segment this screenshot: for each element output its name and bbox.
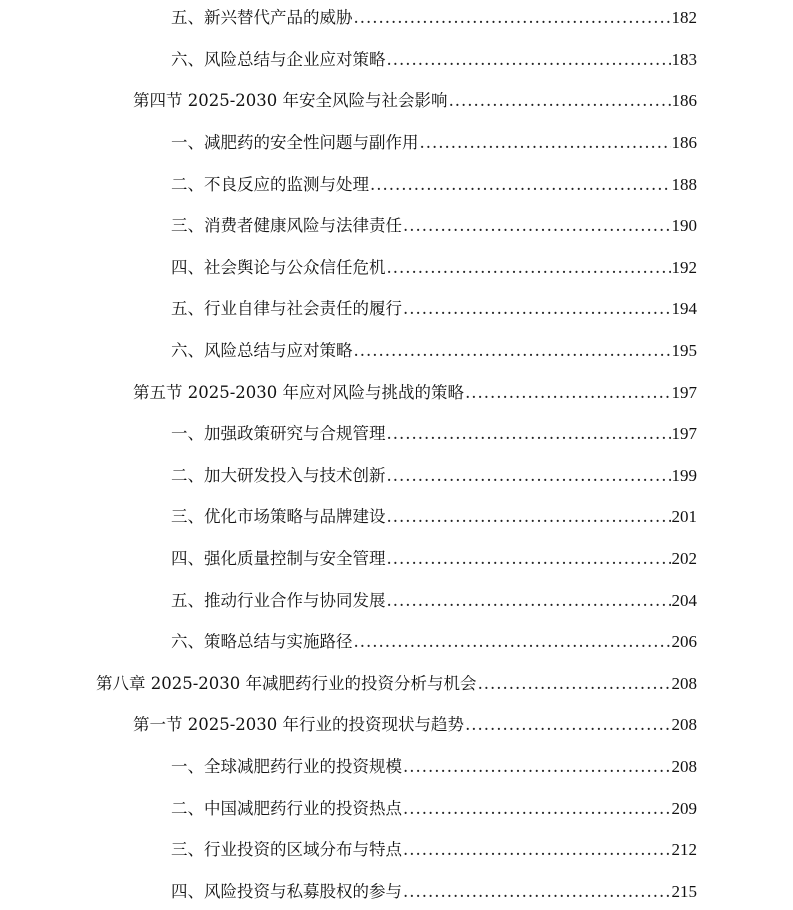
toc-entry-title: 二、加大研发投入与技术创新 <box>171 466 386 485</box>
toc-entry[interactable] <box>171 257 697 279</box>
toc-entry[interactable] <box>171 798 697 820</box>
toc-leader <box>354 7 671 29</box>
toc-entry[interactable] <box>171 756 697 778</box>
toc-entry-page: 192 <box>671 258 697 277</box>
toc-entry-title: 一、加强政策研究与合规管理 <box>171 424 386 443</box>
toc-entry-page: 194 <box>671 299 697 318</box>
toc-entry-title: 五、新兴替代产品的威胁 <box>171 8 353 27</box>
toc-entry-page: 197 <box>671 424 697 443</box>
toc-entry-page: 209 <box>671 799 697 818</box>
toc-entry-title: 六、风险总结与企业应对策略 <box>171 50 386 69</box>
toc-entry-title: 第四节 2025-2030 年安全风险与社会影响 <box>133 91 448 110</box>
toc-entry[interactable] <box>171 590 697 612</box>
toc-entry-page: 215 <box>671 882 697 901</box>
toc-leader <box>403 215 671 237</box>
toc-entry[interactable] <box>171 298 697 320</box>
toc-entry-title: 二、不良反应的监测与处理 <box>171 175 369 194</box>
toc-entry[interactable] <box>171 132 697 154</box>
toc-entry-title: 一、减肥药的安全性问题与副作用 <box>171 133 419 152</box>
toc-entry[interactable] <box>171 423 697 445</box>
toc-entry-page: 208 <box>671 715 697 734</box>
toc-leader <box>420 132 671 154</box>
toc-entry[interactable] <box>171 839 697 861</box>
toc-entry-page: 182 <box>671 8 697 27</box>
toc-entry-title: 五、行业自律与社会责任的履行 <box>171 299 402 318</box>
toc-entry-page: 202 <box>671 549 697 568</box>
toc-entry[interactable] <box>171 631 697 653</box>
toc-entry-page: 204 <box>671 591 697 610</box>
toc-leader <box>387 423 671 445</box>
toc-leader <box>387 49 671 71</box>
toc-entry-page: 212 <box>671 840 697 859</box>
toc-entry[interactable] <box>171 465 697 487</box>
toc-leader <box>403 881 671 903</box>
toc-entry-page: 183 <box>671 50 697 69</box>
toc-entry-page: 201 <box>671 507 697 526</box>
toc-entry-title: 三、优化市场策略与品牌建设 <box>171 507 386 526</box>
toc-entry-page: 186 <box>671 133 697 152</box>
toc-leader <box>354 631 671 653</box>
toc-leader <box>387 548 671 570</box>
toc-leader <box>387 257 671 279</box>
toc-entry-title: 一、全球减肥药行业的投资规模 <box>171 757 402 776</box>
toc-entry-page: 206 <box>671 632 697 651</box>
toc-leader <box>465 382 670 404</box>
toc-entry-page: 190 <box>671 216 697 235</box>
toc-entry-title: 六、策略总结与实施路径 <box>171 632 353 651</box>
toc-leader <box>354 340 671 362</box>
toc-entry-page: 197 <box>671 383 697 402</box>
toc-entry-page: 199 <box>671 466 697 485</box>
toc-entry-page: 188 <box>671 175 697 194</box>
toc-entry-title: 二、中国减肥药行业的投资热点 <box>171 799 402 818</box>
toc-entry[interactable] <box>171 881 697 903</box>
toc-leader <box>387 506 671 528</box>
toc-section[interactable] <box>133 90 697 112</box>
toc-entry-page: 195 <box>671 341 697 360</box>
toc-entry-title: 四、社会舆论与公众信任危机 <box>171 258 386 277</box>
toc-entry-page: 186 <box>671 91 697 110</box>
toc-entry[interactable] <box>171 49 697 71</box>
toc-entry[interactable] <box>171 7 697 29</box>
toc-entry-title: 三、行业投资的区域分布与特点 <box>171 840 402 859</box>
toc-leader <box>387 465 671 487</box>
toc-entry-page: 208 <box>671 757 697 776</box>
toc-entry[interactable] <box>171 174 697 196</box>
toc-entry-title: 第五节 2025-2030 年应对风险与挑战的策略 <box>133 383 465 402</box>
toc-section[interactable] <box>133 382 697 404</box>
toc-chapter[interactable] <box>96 673 697 695</box>
toc-leader <box>403 798 671 820</box>
toc-entry-title: 四、强化质量控制与安全管理 <box>171 549 386 568</box>
toc-entry-title: 第一节 2025-2030 年行业的投资现状与趋势 <box>133 715 465 734</box>
toc-leader <box>465 714 670 736</box>
toc-entry-title: 五、推动行业合作与协同发展 <box>171 591 386 610</box>
toc-entry[interactable] <box>171 548 697 570</box>
toc-leader <box>403 839 671 861</box>
toc-section[interactable] <box>133 714 697 736</box>
toc-leader <box>478 673 671 695</box>
toc-entry-title: 第八章 2025-2030 年减肥药行业的投资分析与机会 <box>96 674 477 693</box>
toc-leader <box>403 298 671 320</box>
toc-entry[interactable] <box>171 215 697 237</box>
toc-entry-title: 三、消费者健康风险与法律责任 <box>171 216 402 235</box>
toc-leader <box>370 174 671 196</box>
toc-entry[interactable] <box>171 340 697 362</box>
toc-entry-page: 208 <box>671 674 697 693</box>
toc-leader <box>403 756 671 778</box>
toc-entry[interactable] <box>171 506 697 528</box>
toc-entry-title: 六、风险总结与应对策略 <box>171 341 353 360</box>
toc-entry-title: 四、风险投资与私募股权的参与 <box>171 882 402 901</box>
toc-leader <box>449 90 671 112</box>
toc-leader <box>387 590 671 612</box>
